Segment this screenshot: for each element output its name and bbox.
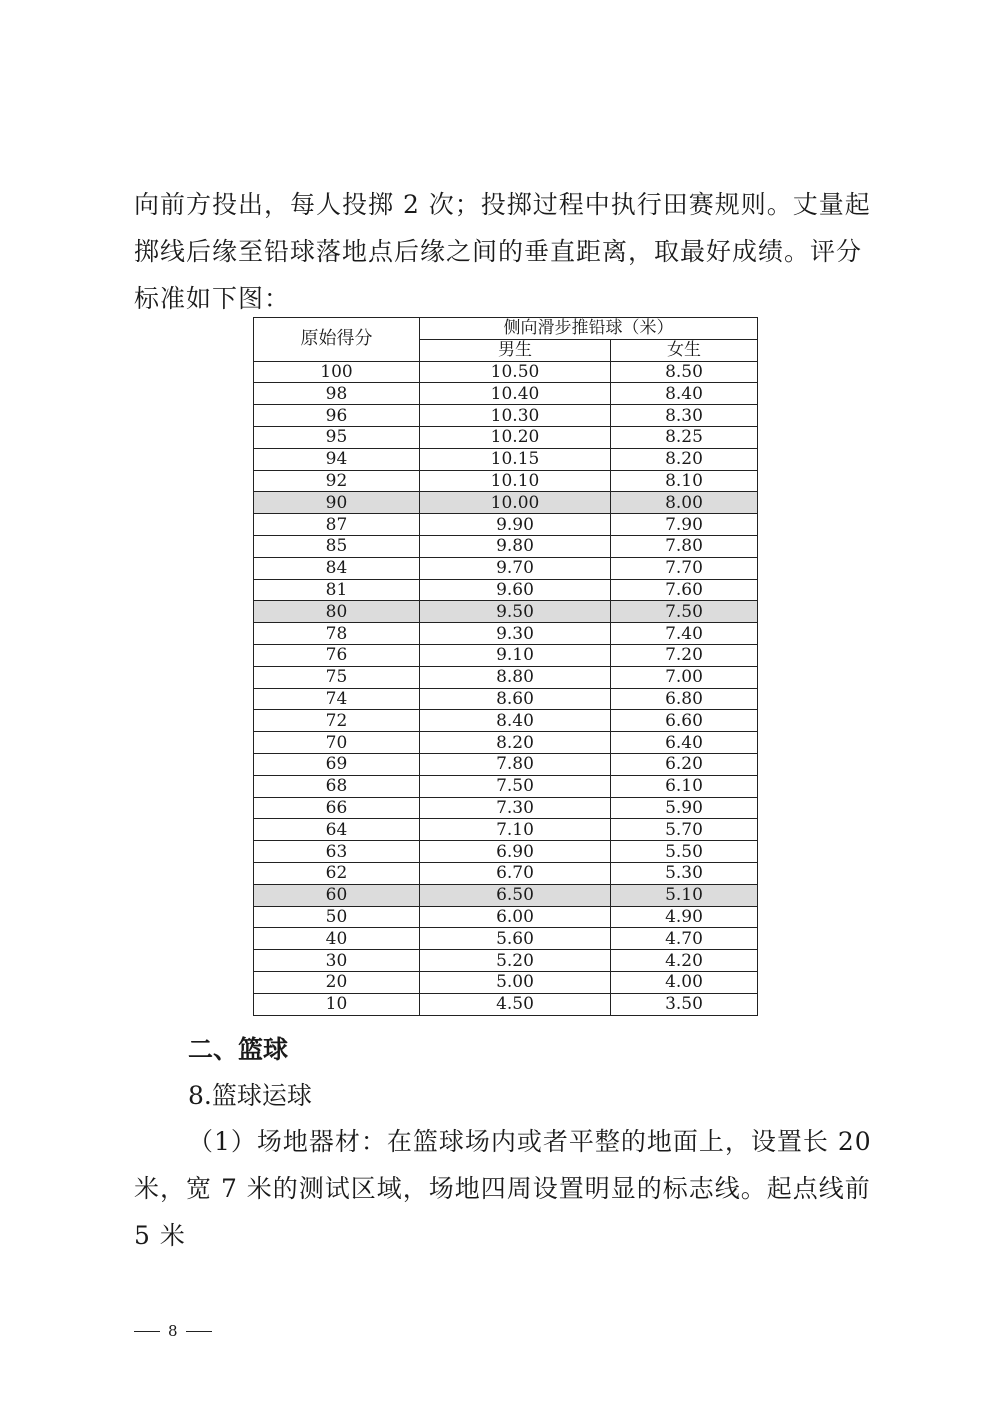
cell-male: 7.50 [420,775,611,797]
table-row [254,405,758,427]
cell-female: 6.40 [611,732,758,754]
page-footer [134,1322,212,1340]
cell-score: 70 [254,732,420,754]
table-row [254,950,758,972]
cell-score: 30 [254,950,420,972]
cell-score: 66 [254,797,420,819]
cell-score: 96 [254,405,420,427]
table-row [254,535,758,557]
cell-male: 10.30 [420,405,611,427]
cell-female: 4.20 [611,950,758,972]
header-raw-score: 原始得分 [254,318,420,362]
cell-score: 92 [254,470,420,492]
cell-score: 68 [254,775,420,797]
cell-score: 64 [254,819,420,841]
cell-male: 6.00 [420,906,611,928]
cell-male: 8.40 [420,710,611,732]
cell-score: 85 [254,535,420,557]
table-row [254,383,758,405]
table-row [254,819,758,841]
table-body [254,361,758,1015]
cell-male: 7.80 [420,753,611,775]
cell-male: 7.10 [420,819,611,841]
cell-male: 9.60 [420,579,611,601]
cell-score: 74 [254,688,420,710]
cell-female: 5.10 [611,884,758,906]
cell-female: 8.00 [611,492,758,514]
cell-female: 7.70 [611,557,758,579]
cell-female: 8.20 [611,448,758,470]
cell-female: 5.30 [611,862,758,884]
header-shot-put: 侧向滑步推铅球（米） [420,318,758,340]
score-table [253,317,758,1016]
table-row [254,993,758,1015]
table-row [254,753,758,775]
table-row [254,710,758,732]
table-row [254,557,758,579]
cell-score: 84 [254,557,420,579]
item-heading: 8.篮球运球 [188,1081,312,1110]
table-row [254,514,758,536]
cell-female: 4.00 [611,971,758,993]
cell-score: 40 [254,928,420,950]
cell-male: 9.70 [420,557,611,579]
cell-male: 9.50 [420,601,611,623]
cell-score: 72 [254,710,420,732]
cell-female: 3.50 [611,993,758,1015]
table-row [254,470,758,492]
cell-score: 80 [254,601,420,623]
cell-female: 8.25 [611,426,758,448]
header-female: 女生 [611,339,758,361]
cell-male: 9.90 [420,514,611,536]
cell-female: 7.00 [611,666,758,688]
cell-male: 9.30 [420,623,611,645]
cell-female: 5.50 [611,841,758,863]
cell-female: 6.60 [611,710,758,732]
cell-female: 7.90 [611,514,758,536]
cell-score: 20 [254,971,420,993]
cell-score: 81 [254,579,420,601]
intro-paragraph: 向前方投出，每人投掷 2 次；投掷过程中执行田赛规则。丈量起掷线后缘至铅球落地点后缘之间的垂直距离，取最好成绩。评分标准如下图： [134,190,871,313]
cell-male: 5.20 [420,950,611,972]
rules-paragraph: （1）场地器材：在篮球场内或者平整的地面上，设置长 20 米，宽 7 米的测试区域，场地四周设置明显的标志线。起点线前 5 米 [134,1127,872,1250]
table-row [254,797,758,819]
table-row [254,623,758,645]
table-row [254,841,758,863]
cell-score: 50 [254,906,420,928]
cell-female: 7.80 [611,535,758,557]
cell-female: 5.70 [611,819,758,841]
table-row [254,971,758,993]
cell-male: 8.80 [420,666,611,688]
cell-male: 10.00 [420,492,611,514]
cell-score: 95 [254,426,420,448]
table-row [254,688,758,710]
cell-female: 8.50 [611,361,758,383]
cell-male: 6.70 [420,862,611,884]
table-row [254,492,758,514]
cell-score: 76 [254,644,420,666]
table-row [254,862,758,884]
table-row [254,666,758,688]
cell-female: 7.40 [611,623,758,645]
cell-male: 7.30 [420,797,611,819]
cell-score: 100 [254,361,420,383]
table-row [254,775,758,797]
cell-male: 10.20 [420,426,611,448]
cell-score: 63 [254,841,420,863]
cell-male: 10.40 [420,383,611,405]
cell-score: 90 [254,492,420,514]
cell-score: 94 [254,448,420,470]
table-row [254,644,758,666]
cell-female: 4.70 [611,928,758,950]
footer-dash-right [186,1331,212,1332]
table-row [254,361,758,383]
table-row [254,426,758,448]
cell-female: 6.20 [611,753,758,775]
cell-score: 60 [254,884,420,906]
cell-score: 75 [254,666,420,688]
cell-score: 10 [254,993,420,1015]
table-row [254,906,758,928]
cell-male: 6.50 [420,884,611,906]
cell-female: 7.20 [611,644,758,666]
cell-score: 78 [254,623,420,645]
page-number: 8 [168,1322,178,1340]
cell-male: 9.80 [420,535,611,557]
table-row [254,579,758,601]
cell-female: 4.90 [611,906,758,928]
cell-male: 5.00 [420,971,611,993]
table-row [254,601,758,623]
cell-score: 98 [254,383,420,405]
cell-male: 6.90 [420,841,611,863]
cell-female: 5.90 [611,797,758,819]
header-male: 男生 [420,339,611,361]
cell-score: 62 [254,862,420,884]
cell-score: 87 [254,514,420,536]
cell-male: 8.20 [420,732,611,754]
cell-male: 10.10 [420,470,611,492]
cell-male: 5.60 [420,928,611,950]
cell-male: 9.10 [420,644,611,666]
table-row [254,884,758,906]
cell-score: 69 [254,753,420,775]
cell-female: 8.30 [611,405,758,427]
footer-dash-left [134,1331,160,1332]
cell-male: 10.50 [420,361,611,383]
cell-female: 7.60 [611,579,758,601]
cell-male: 10.15 [420,448,611,470]
table-row [254,732,758,754]
section-heading: 二、篮球 [188,1035,289,1064]
table-row [254,928,758,950]
table-row [254,448,758,470]
cell-female: 8.40 [611,383,758,405]
cell-male: 4.50 [420,993,611,1015]
cell-female: 6.80 [611,688,758,710]
cell-female: 8.10 [611,470,758,492]
cell-male: 8.60 [420,688,611,710]
cell-female: 6.10 [611,775,758,797]
cell-female: 7.50 [611,601,758,623]
